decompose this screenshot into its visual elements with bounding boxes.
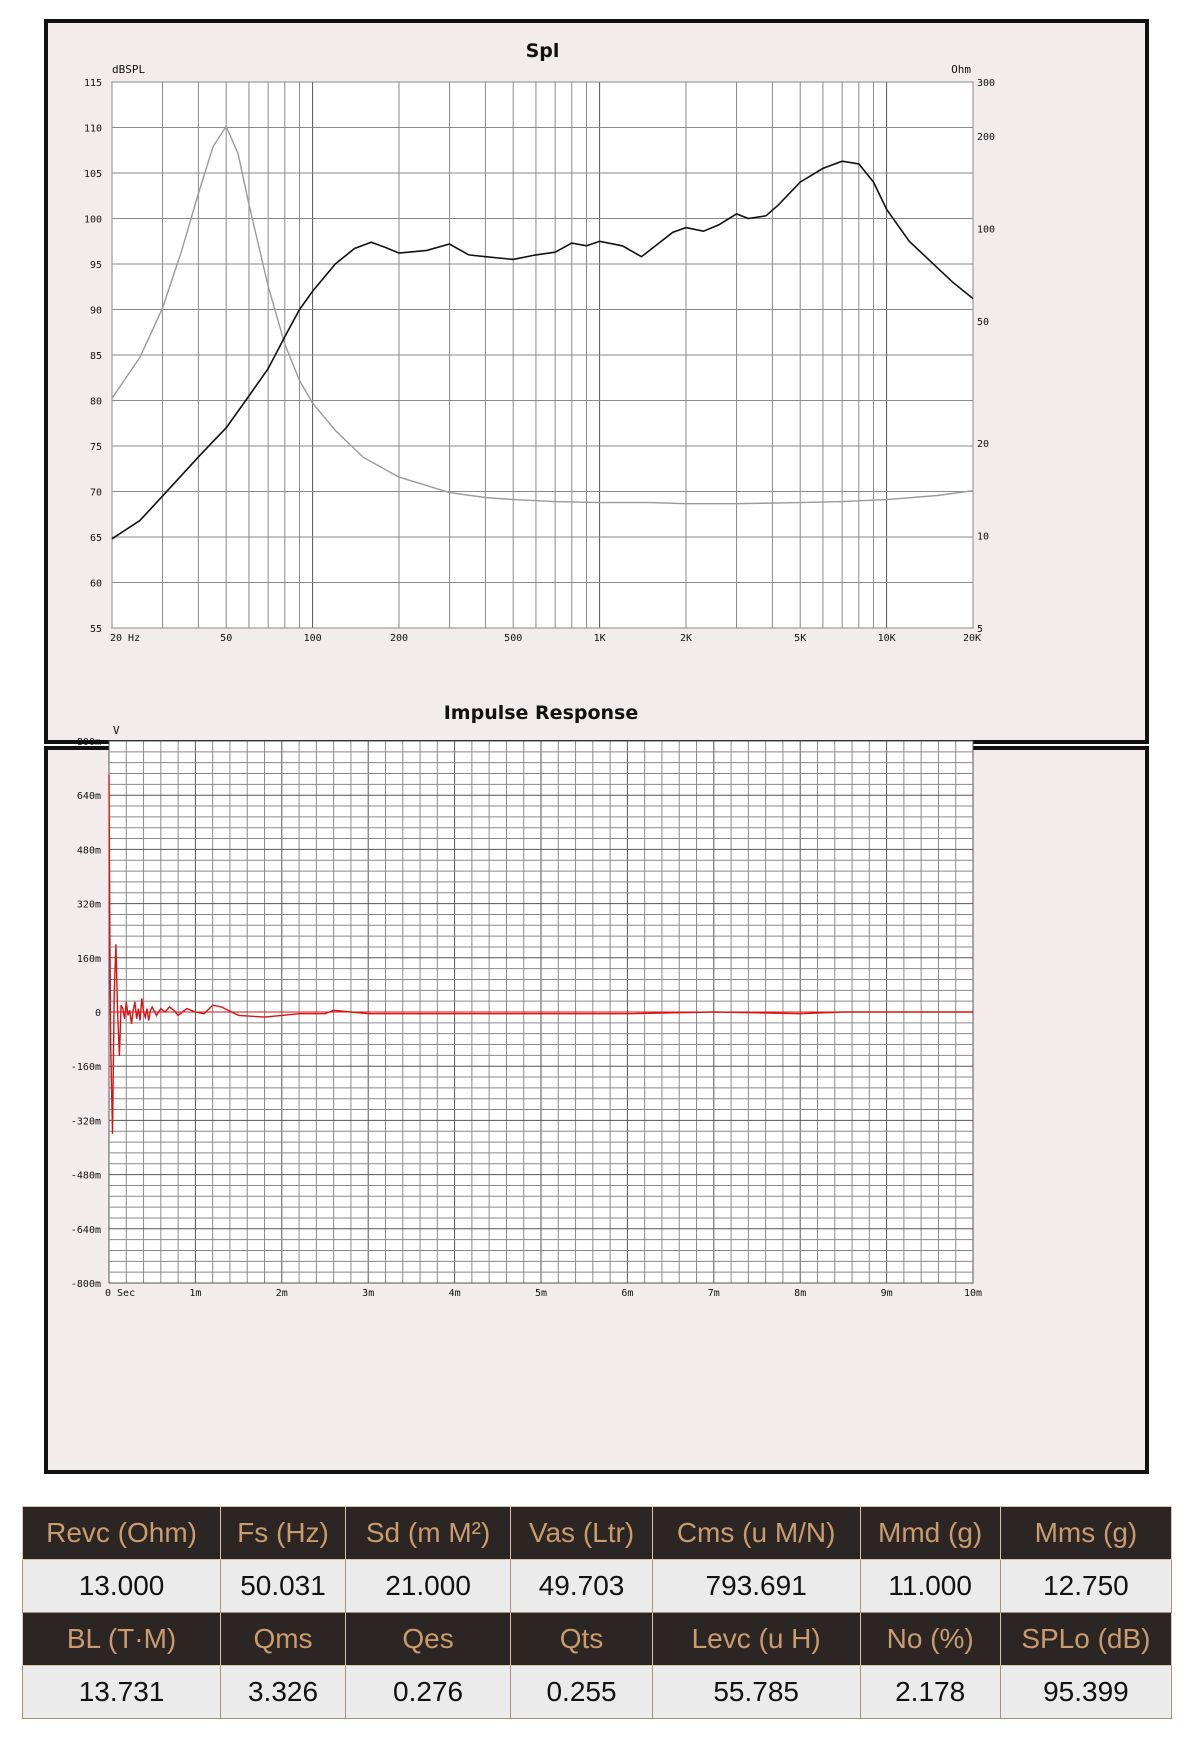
table-header-cell: Mmd (g) [860, 1507, 1000, 1560]
spl-chart [48, 23, 1145, 740]
y-tick-label: 0 [94, 1008, 101, 1019]
table-cell: 2.178 [860, 1666, 1000, 1719]
table-header-cell: Cms (u M/N) [652, 1507, 860, 1560]
x-tick-label: 20 Hz [110, 633, 141, 644]
parameters-table [22, 1506, 1172, 1719]
y2-tick-label: 50 [977, 316, 990, 328]
table-row [23, 1666, 1172, 1719]
table-cell: 95.399 [1000, 1666, 1171, 1719]
y-tick-label: 115 [83, 78, 102, 89]
y-tick-label: 480m [76, 845, 101, 857]
x-tick-label: 6m [621, 1288, 634, 1299]
y2-tick-label: 300 [977, 78, 996, 89]
y-tick-label: 320m [76, 899, 101, 911]
table-header-cell: SPLo (dB) [1000, 1613, 1171, 1666]
x-tick-label: 500 [504, 633, 523, 644]
table-cell: 0.276 [345, 1666, 510, 1719]
chart-title: Impulse Response [443, 702, 639, 724]
y-tick-label: 60 [89, 578, 102, 590]
x-tick-label: 5K [794, 633, 807, 644]
table-cell: 21.000 [345, 1560, 510, 1613]
table-header-cell: Qts [511, 1613, 653, 1666]
x-tick-label: 50 [220, 633, 233, 644]
y-tick-label: 160m [76, 953, 101, 965]
y-tick-label: 85 [89, 351, 102, 362]
impulse-chart [48, 702, 1145, 1470]
table-cell: 49.703 [511, 1560, 653, 1613]
table-header-cell: Sd (m M²) [345, 1507, 510, 1560]
x-tick-label: 200 [389, 633, 409, 644]
table-cell: 0.255 [511, 1666, 653, 1719]
y-tick-label: -480m [70, 1170, 101, 1182]
table-header-cell: Mms (g) [1000, 1507, 1171, 1560]
y-tick-label: 80 [89, 396, 102, 408]
y2-tick-label: 100 [977, 224, 996, 236]
y-tick-label: -160m [70, 1062, 101, 1074]
table-header-row [23, 1613, 1172, 1666]
table-header-cell: Fs (Hz) [221, 1507, 346, 1560]
y-axis-label: dBSPL [112, 63, 146, 76]
y2-tick-label: 200 [977, 132, 996, 144]
y-tick-label: 105 [83, 169, 102, 180]
y-tick-label: 90 [89, 305, 102, 317]
spl-chart-panel [44, 19, 1149, 744]
y-tick-label: -640m [70, 1224, 101, 1236]
table-header-cell: Levc (u H) [652, 1613, 860, 1666]
table-cell: 11.000 [860, 1560, 1000, 1613]
x-tick-label: 2m [275, 1288, 288, 1299]
y-tick-label: 800m [76, 737, 101, 748]
table-cell: 13.731 [23, 1666, 221, 1719]
x-tick-label: 10m [963, 1288, 983, 1299]
x-tick-label: 2K [679, 633, 693, 644]
y-tick-label: -800m [70, 1279, 101, 1290]
table-cell: 55.785 [652, 1666, 860, 1719]
x-tick-label: 1m [189, 1288, 202, 1299]
table-cell: 793.691 [652, 1560, 860, 1613]
table-header-cell: Revc (Ohm) [23, 1507, 221, 1560]
y-tick-label: 75 [89, 442, 102, 453]
y-tick-label: 65 [89, 533, 102, 544]
table-cell: 3.326 [221, 1666, 346, 1719]
table-header-cell: Qes [345, 1613, 510, 1666]
y2-tick-label: 20 [977, 439, 990, 451]
table-cell: 13.000 [23, 1560, 221, 1613]
x-tick-label: 5m [534, 1288, 548, 1299]
table-header-cell: Vas (Ltr) [511, 1507, 653, 1560]
table-header-cell: BL (T·M) [23, 1613, 221, 1666]
table-header-row [23, 1507, 1172, 1560]
table-cell: 50.031 [221, 1560, 346, 1613]
y-axis-label: V [113, 724, 120, 737]
y2-tick-label: 10 [977, 531, 990, 543]
table-header-cell: No (%) [860, 1613, 1000, 1666]
y-tick-label: 100 [83, 214, 102, 226]
x-tick-label: 10K [877, 633, 896, 644]
y2-tick-label: 5 [977, 624, 984, 635]
x-tick-label: 20K [962, 633, 981, 644]
x-tick-label: 9m [880, 1288, 893, 1299]
x-tick-label: 8m [794, 1288, 807, 1299]
x-tick-label: 3m [362, 1288, 375, 1299]
chart-title: Spl [525, 40, 560, 62]
x-tick-label: 7m [707, 1288, 720, 1299]
y-tick-label: 110 [83, 123, 102, 135]
table-cell: 12.750 [1000, 1560, 1171, 1613]
y-tick-label: 640m [76, 791, 101, 803]
x-tick-label: 100 [303, 633, 322, 644]
y-tick-label: 55 [89, 624, 102, 635]
y-tick-label: 95 [89, 260, 102, 271]
table-row [23, 1560, 1172, 1613]
x-tick-label: 1K [593, 633, 606, 644]
x-tick-label: 0 Sec [105, 1288, 136, 1299]
y-tick-label: -320m [70, 1116, 101, 1128]
x-tick-label: 4m [448, 1288, 461, 1299]
impulse-chart-panel [44, 702, 1149, 1474]
table-header-cell: Qms [221, 1613, 346, 1666]
y2-axis-label: Ohm [951, 63, 971, 76]
y-tick-label: 70 [89, 487, 102, 499]
